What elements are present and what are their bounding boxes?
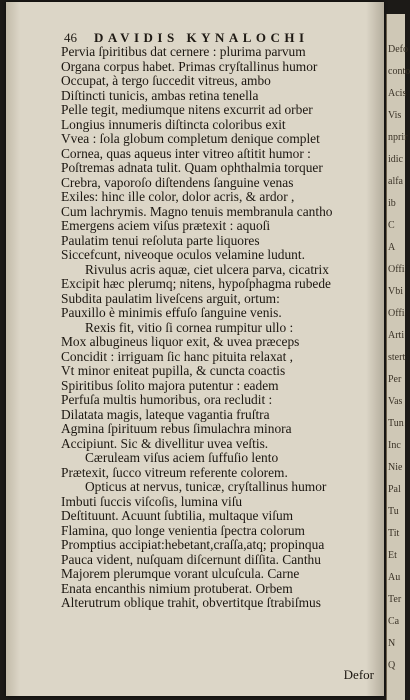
text-line: Enata encanthis nimium protuberat. Orbem bbox=[61, 580, 293, 596]
text-line: Perfuſa multis humoribus, ora recludit : bbox=[61, 392, 273, 407]
adjacent-page-fragment: stert bbox=[388, 352, 406, 363]
adjacent-page-fragment: N bbox=[388, 638, 396, 649]
adjacent-page-fragment: nprir bbox=[388, 132, 408, 143]
adjacent-page-fragment: Nie bbox=[388, 462, 403, 473]
text-line: Pauxillo è minimis effuſo ſanguine venis. bbox=[61, 305, 282, 320]
text-line: Concidit : irriguam ſic hanc pituita relaxat , bbox=[61, 348, 294, 364]
adjacent-page-fragment: alfa bbox=[388, 176, 403, 187]
adjacent-page-fragment: idic bbox=[388, 154, 403, 165]
text-line: Rexis fit, vitio ſi cornea rumpitur ullo : bbox=[85, 319, 294, 335]
text-line: Prætexit, ſucco vitreum referente colorem. bbox=[61, 464, 288, 480]
adjacent-page-fragment: Per bbox=[388, 374, 402, 385]
text-line: Paulatim tenui reſoluta parte liquores bbox=[61, 232, 260, 248]
adjacent-page-fragment: Ca bbox=[388, 616, 400, 627]
adjacent-page-fragment: Vbi bbox=[388, 286, 403, 297]
text-line: Deſtituunt. Acuunt ſubtilia, multaque viſum bbox=[61, 508, 294, 523]
adjacent-page-fragment: C bbox=[388, 220, 395, 231]
adjacent-page-fragment: Offi bbox=[388, 308, 405, 319]
text-line: Diſtincti tunicis, ambas retina tenella bbox=[61, 87, 259, 103]
text-line: Vt minor eniteat pupilla, & cuncta coactis bbox=[61, 363, 286, 378]
adjacent-page-fragment: Au bbox=[388, 572, 401, 583]
text-line: Siccefcunt, niveoque oculos velamine ludunt. bbox=[61, 247, 305, 262]
text-line: Excipit hæc plerumq; nitens, hypoſphagma rubede bbox=[61, 276, 331, 291]
adjacent-page-fragment: Defo bbox=[388, 44, 408, 55]
page-number: 46 bbox=[64, 30, 77, 45]
adjacent-page-fragment: Arti bbox=[388, 330, 405, 341]
text-line: Spiritibus ſolito majora putentur : eadem bbox=[61, 377, 279, 393]
text-line: Cum lachrymis. Magno tenuis membranula cantho bbox=[61, 203, 333, 219]
adjacent-page-fragment: Ter bbox=[388, 594, 402, 605]
adjacent-page-fragment: conto bbox=[388, 66, 410, 77]
adjacent-page-fragment: Acis bbox=[388, 88, 407, 99]
adjacent-page-fragment: A bbox=[388, 242, 396, 253]
adjacent-page-fragment: Inc bbox=[388, 440, 401, 451]
text-line: Flamina, quo longe venientia ſpectra colorum bbox=[61, 522, 305, 538]
text-line: Pauca vident, nuſquam diſcernunt diſſita. Canthu bbox=[61, 551, 321, 567]
catchword: Defor bbox=[343, 667, 374, 682]
adjacent-page-fragment: Offi bbox=[388, 264, 405, 275]
text-line: Exiles: hinc ille color, dolor acris, & ardor , bbox=[61, 189, 295, 204]
text-line: Subdita paulatim liveſcens arguit, ortum: bbox=[61, 290, 280, 306]
adjacent-page-edge bbox=[386, 14, 410, 700]
text-line: Poſtremas adnata tulit. Quam ophthalmia torquer bbox=[61, 160, 323, 175]
text-line: Pervia ſpiritibus dat cernere : plurima parvum bbox=[61, 44, 306, 59]
text-line: Emergens aciem viſus prætexit : aquoſi bbox=[61, 218, 271, 233]
text-line: Longius innumeris diſtincta coloribus exit bbox=[61, 116, 286, 132]
adjacent-page-fragment: Q bbox=[388, 660, 396, 671]
text-line: Imbuti ſuccis viſcoſis, lumina viſu bbox=[61, 493, 243, 509]
text-line: Accipiunt. Sic & divellitur uvea veſtis. bbox=[61, 435, 269, 451]
text-line: Pelle tegit, mediumque nitens excurrit ad orber bbox=[61, 102, 313, 117]
adjacent-page-fragment: Pal bbox=[388, 484, 401, 495]
text-line: Occupat, à tergo ſuccedit vitreus, ambo bbox=[61, 73, 271, 88]
poem-text bbox=[61, 45, 391, 611]
text-line: Vvea : ſola globum completum denique complet bbox=[61, 131, 320, 146]
text-line: Cæruleam viſus aciem ſuffuſio lento bbox=[85, 450, 279, 465]
book-page bbox=[6, 2, 384, 696]
running-head: DAVIDIS KYNALOCHI bbox=[94, 30, 309, 45]
text-line: Majorem plerumque vorant ulcuſcula. Carne bbox=[61, 566, 300, 581]
text-line: Organa corpus habet. Primas cryſtallinus humor bbox=[61, 58, 318, 74]
adjacent-page-fragment: Tun bbox=[388, 418, 404, 429]
text-line: Dilatata magis, lateque vagantia fruſtra bbox=[61, 406, 270, 422]
adjacent-page-fragment: Et bbox=[388, 550, 397, 561]
adjacent-page-fragment: Vis bbox=[388, 110, 402, 121]
text-line: Mox albugineus liquor exit, & uvea præceps bbox=[61, 334, 300, 349]
text-line: Opticus at nervus, tunicæ, cryſtallinus humor bbox=[85, 479, 327, 494]
text-line: Rivulus acris aquæ, ciet ulcera parva, cicatrix bbox=[85, 261, 329, 277]
text-line: Crebra, vaporoſo diſtendens ſanguine venas bbox=[61, 174, 294, 190]
text-line: Agmina ſpirituum rebus ſimulachra minora bbox=[61, 421, 292, 436]
adjacent-page-fragment: Tit bbox=[388, 528, 400, 539]
adjacent-page-fragment: ib bbox=[388, 198, 396, 209]
text-line: Alterutrum oblique trahit, obvertitque ſtrabiſmus bbox=[61, 595, 321, 610]
adjacent-page-fragment: Tu bbox=[388, 506, 399, 517]
adjacent-page-fragment: Vas bbox=[388, 396, 403, 407]
text-line: Promptius accipiat:hebetant,craſſa,atq; propinqua bbox=[61, 537, 325, 552]
text-line: Cornea, quas aqueus inter vitreo aſtitit humor : bbox=[61, 145, 311, 161]
